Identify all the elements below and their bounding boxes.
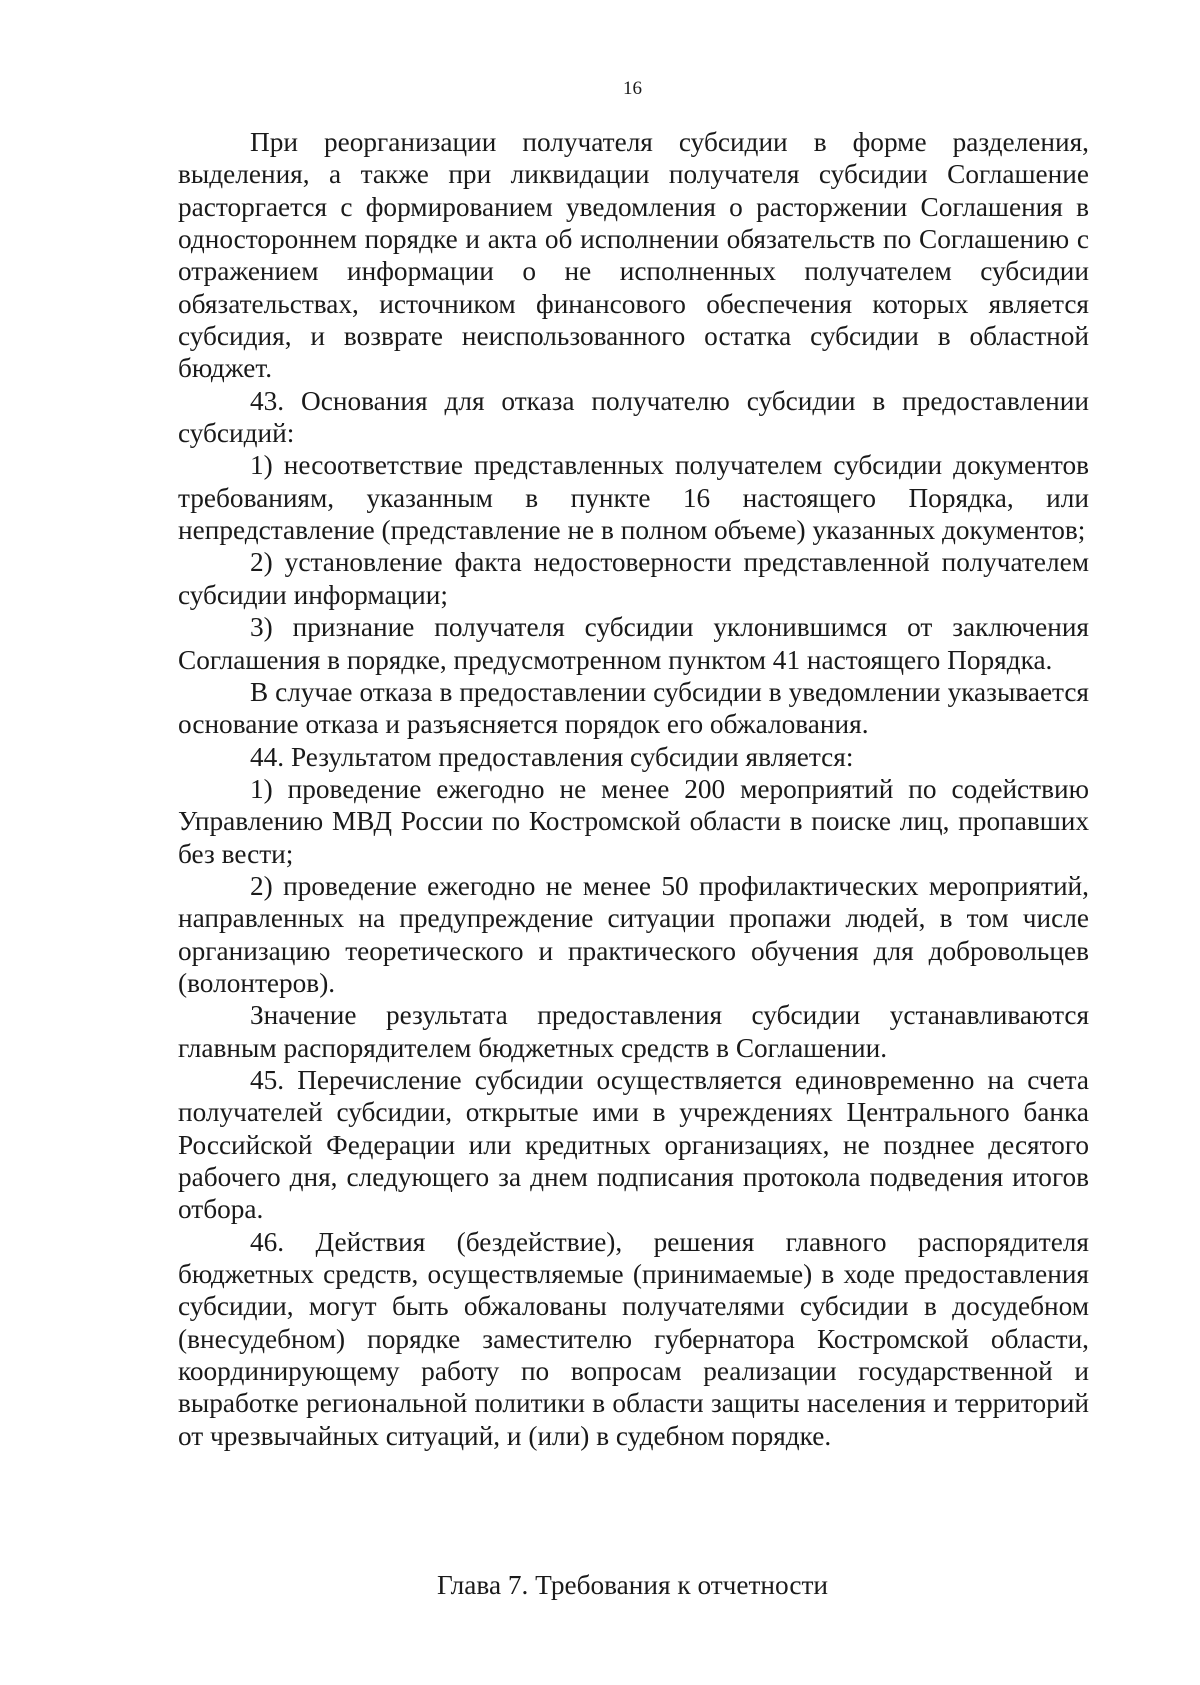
document-body: [178, 126, 1089, 1452]
paragraph-43-item-2: 2) установление факта недостоверности представленной получателем субсидии информации;: [178, 547, 1089, 610]
page-number: 16: [623, 78, 642, 99]
paragraph-45-transfer: 45. Перечисление субсидии осуществляется единовременно на счета получателей субсидии, открытые ими в учреждениях Центрального банка Российской Федерации или кредитных организациях, не позднее десятого рабочего дня, следующего за днем подписания протокола подведения итогов отбора.: [178, 1064, 1089, 1225]
paragraph-44-item-1: 1) проведение ежегодно не менее 200 мероприятий по содействию Управлению МВД России по Костромской области в поиске лиц, пропавших без вести;: [178, 773, 1089, 869]
paragraph-43-refusal-grounds: 43. Основания для отказа получателю субсидии в предоставлении субсидий:: [178, 385, 1089, 449]
paragraph-43-item-1: 1) несоответствие представленных получателем субсидии документов требованиям, указанным в пункте 16 настоящего Порядка, или непредставление (представление не в полном объеме) указанных документов;: [178, 450, 1089, 546]
paragraph-46-appeal: 46. Действия (бездействие), решения главного распорядителя бюджетных средств, осуществляемые (принимаемые) в ходе предоставления субсидии, могут быть обжалованы получателями субсидии в досудебном (внесудебном) порядке заместителю губернатора Костромской области, координирующему работу по вопросам реализации государственной и выработке региональной политики в области защиты населения и территорий от чрезвычайных ситуаций, и (или) в судебном порядке.: [178, 1226, 1089, 1451]
paragraph-result-value: Значение результата предоставления субсидии устанавливаются главным распорядителем бюджетных средств в Соглашении.: [178, 1000, 1089, 1063]
paragraph-44-result: 44. Результатом предоставления субсидии является:: [250, 741, 854, 772]
paragraph-43-item-3: 3) признание получателя субсидии уклонившимся от заключения Соглашения в порядке, предусмотренном пунктом 41 настоящего Порядка.: [178, 612, 1089, 675]
paragraph-reorganization: При реорганизации получателя субсидии в форме разделения, выделения, а также при ликвидации получателя субсидии Соглашение расторгается с формированием уведомления о расторжении Соглашения в одностороннем порядке и акта об исполнении обязательств по Соглашению с отражением информации о не исполненных получателем субсидии обязательствах, источником финансового обеспечения которых является субсидия, и возврате неиспользованного остатка субсидии в областной бюджет.: [178, 127, 1089, 384]
paragraph-refusal-notice: В случае отказа в предоставлении субсидии в уведомлении указывается основание отказа и разъясняется порядок его обжалования.: [178, 676, 1089, 740]
paragraph-44-item-2: 2) проведение ежегодно не менее 50 профилактических мероприятий, направленных на предупреждение ситуации пропажи людей, в том числе организацию теоретического и практического обучения для добровольцев (волонтеров).: [178, 870, 1089, 998]
chapter-heading: Глава 7. Требования к отчетности: [436, 1570, 829, 1600]
